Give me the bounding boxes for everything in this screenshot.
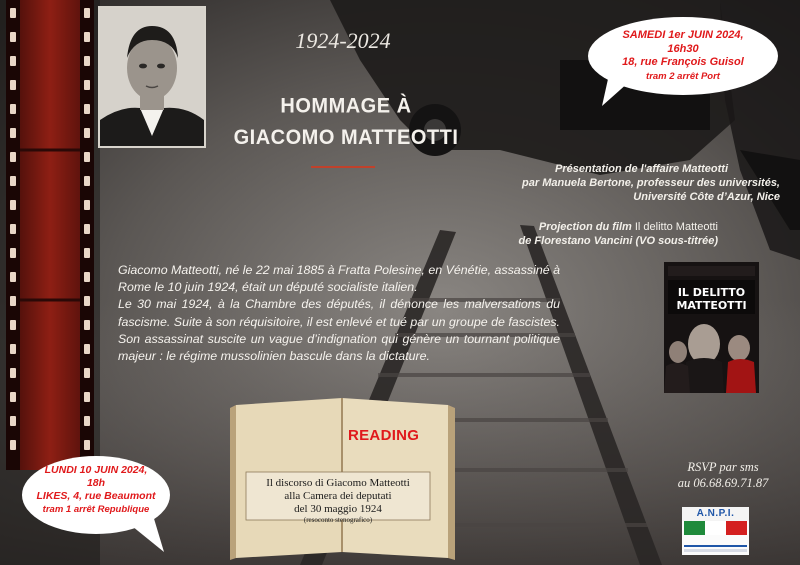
event-saturday-date: SAMEDI 1er JUIN 2024,	[622, 29, 744, 41]
presentation-line-3: Université Côte d’Azur, Nice	[633, 191, 780, 203]
portrait-image	[100, 8, 204, 146]
film-poster-title-2: MATTEOTTI	[676, 299, 747, 312]
event-bubble-saturday	[588, 17, 778, 95]
presentation-line-2: par Manuela Bertone, professeur des universités,	[522, 177, 780, 189]
portrait-photo	[98, 6, 206, 148]
event-monday-date: LUNDI 10 JUIN 2024,	[44, 464, 148, 476]
anpi-label: A.N.P.I.	[696, 508, 735, 519]
event-saturday-transport: tram 2 arrêt Port	[646, 70, 720, 82]
projection-line-2: de Florestano Vancini (VO sous-titrée)	[518, 235, 718, 247]
event-saturday-time: 16h30	[667, 42, 699, 55]
film-poster-image	[664, 262, 759, 393]
event-saturday-address: 18, rue François Guisol	[622, 56, 744, 68]
book-caption-line-2: alla Camera dei deputati	[284, 490, 392, 502]
title-divider	[311, 166, 375, 168]
reading-label: READING	[348, 427, 420, 444]
years-label: 1924-2024	[295, 28, 391, 53]
biography-paragraph-2: Le 30 mai 1924, à la Chambre des députés, il dénonce les malversations du fascisme. Suite à son réquisitoire, il est enlevé et tué par un groupe de fascistes. Son assassinat suscite un vague d’indignation qui génère un tournant politique majeur : le régime mussolinien bascule dans la dictature.	[118, 297, 560, 364]
rsvp-line-1: RSVP par sms	[687, 460, 759, 474]
film-poster	[664, 262, 759, 393]
film-poster-title-1: IL DELITTO	[677, 286, 746, 299]
projection-prefix: Projection du film	[538, 221, 635, 233]
book-caption	[246, 477, 430, 525]
biography-text	[118, 262, 560, 365]
book-caption-line-3: del 30 maggio 1924	[294, 503, 382, 515]
biography-paragraph-1: Giacomo Matteotti, né le 22 mai 1885 à Fratta Polesine, en Vénétie, assassiné à Rome le 10 juin 1924, était un député socialiste italien.	[118, 263, 560, 295]
title-line-1: HOMMAGE À	[280, 94, 412, 118]
rsvp-block	[660, 459, 786, 491]
projection-film-title: Il delitto Matteotti	[634, 221, 718, 233]
event-monday-transport: tram 1 arrêt Republique	[42, 504, 150, 515]
rsvp-phone[interactable]: au 06.68.69.71.87	[677, 476, 769, 490]
title-line-2: GIACOMO MATTEOTTI	[233, 126, 459, 150]
event-monday-address: LIKES, 4, rue Beaumont	[36, 490, 156, 502]
presentation-line-1: Présentation de l'affaire Matteotti	[555, 163, 728, 175]
presentation-block	[468, 162, 780, 204]
event-bubble-monday	[22, 456, 170, 534]
anpi-logo	[682, 507, 749, 555]
book-caption-line-1: Il discorso di Giacomo Matteotti	[266, 477, 410, 489]
projection-block	[440, 220, 718, 248]
event-monday-time: 18h	[86, 477, 106, 489]
page-title	[228, 91, 464, 154]
book-caption-note: (resoconto stenografico)	[303, 516, 373, 524]
